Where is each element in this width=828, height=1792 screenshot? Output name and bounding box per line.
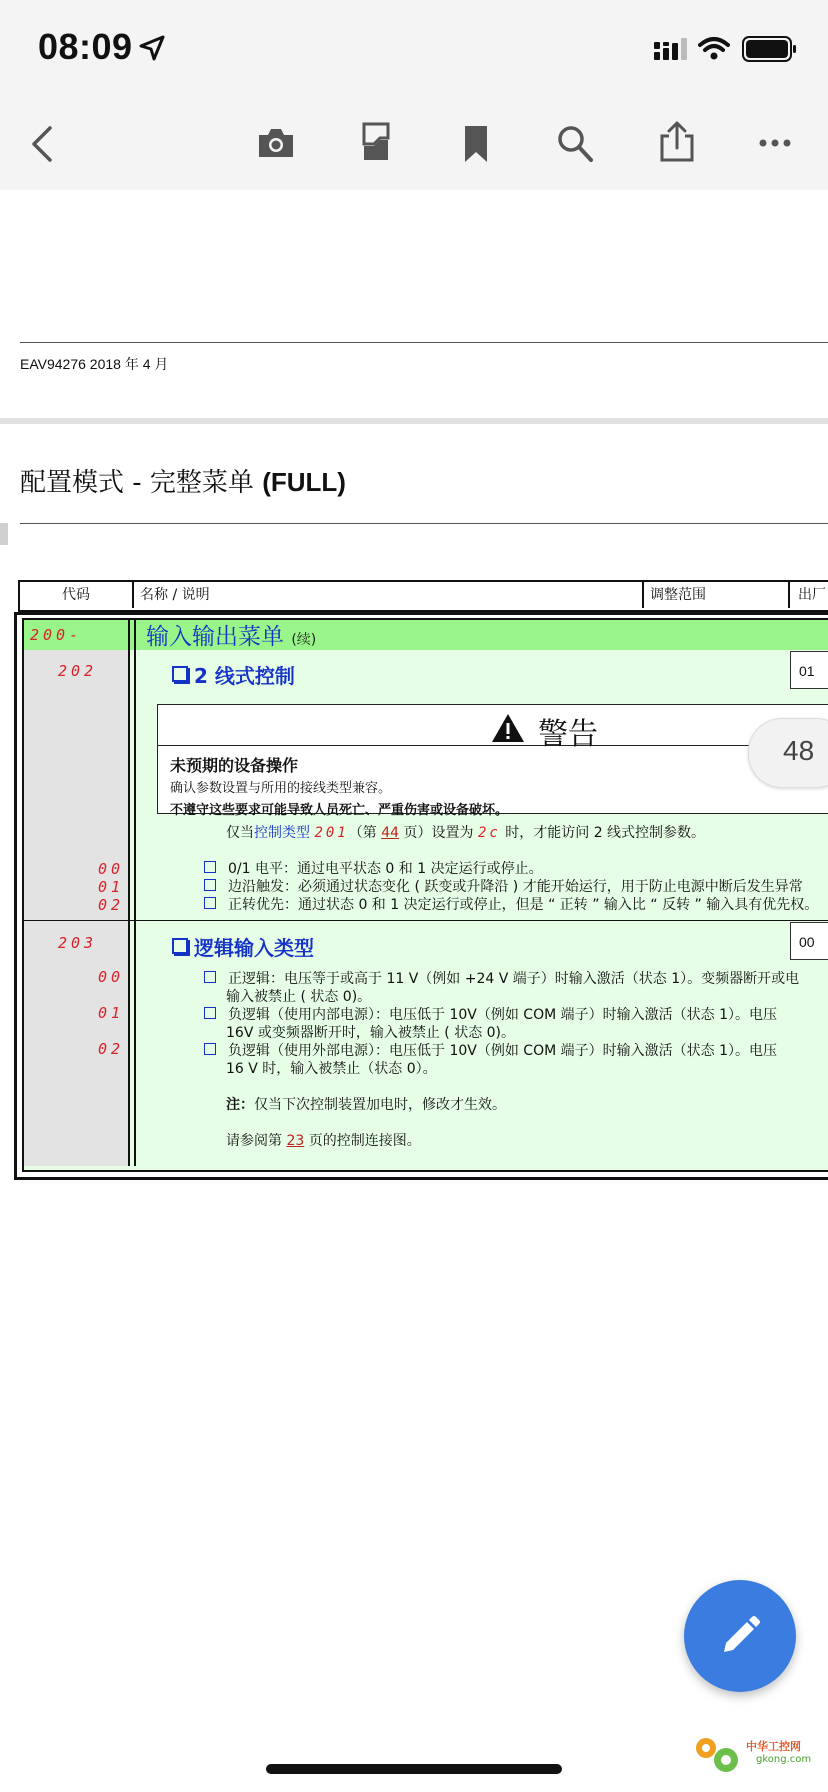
option-text: 正转优先：通过状态 0 和 1 决定运行或停止，但是 “ 正转 ” 输入比 “ 反转 ” 输入具有优先权。: [228, 897, 819, 913]
param-title: [172, 660, 295, 689]
warning-triangle-icon: [491, 713, 525, 743]
option-box-icon: [204, 1043, 216, 1055]
divider: [788, 582, 790, 608]
warning-line: 不遵守这些要求可能导致人员死亡、严重伤害或设备破坏。: [170, 803, 509, 818]
option-text-cont: 16 V 时，输入被禁止（状态 0）。: [226, 1061, 437, 1077]
more-icon[interactable]: [758, 138, 792, 148]
warning-line: 未预期的设备操作: [170, 756, 299, 775]
page-number-badge[interactable]: [748, 718, 828, 788]
option-item: [204, 1004, 777, 1024]
option-item: [204, 894, 818, 914]
note-code: 2c: [477, 825, 501, 841]
param-title-text: 逻辑输入类型: [194, 936, 314, 960]
option-item: [204, 1040, 777, 1060]
option-text-cont: 16V 或变频器断开时，输入被禁止 ( 状态 0)。: [226, 1025, 516, 1041]
note-text: （第: [348, 825, 382, 841]
option-box-icon: [204, 861, 216, 873]
wifi-icon: [698, 36, 730, 60]
param-title-text: 2 线式控制: [194, 664, 295, 688]
menu-title-cont: (续): [291, 632, 317, 648]
option-box-icon: [204, 879, 216, 891]
option-box-icon: [204, 1007, 216, 1019]
param-note: [226, 822, 705, 842]
note-code: 201: [314, 825, 349, 841]
factory-value: 01: [790, 651, 828, 689]
option-item: [204, 876, 803, 896]
checkbox-icon: [172, 666, 188, 682]
note-label: 注：: [226, 1097, 254, 1113]
watermark-gear-icon: [690, 1730, 750, 1776]
option-code: 00: [98, 860, 125, 878]
header-range: 调整范围: [650, 587, 706, 603]
factory-value: 00: [790, 922, 828, 960]
section-title-prefix: 配置模式 - 完整菜单: [20, 468, 254, 498]
row-divider: [24, 920, 828, 921]
option-text-cont: 输入被禁止 ( 状态 0)。: [226, 989, 372, 1005]
toolbar: [0, 92, 828, 191]
checkbox-icon: [172, 938, 188, 954]
divider: [20, 523, 828, 524]
page-link[interactable]: 44: [381, 825, 400, 841]
page-gap: [0, 418, 828, 424]
option-box-icon: [204, 971, 216, 983]
edit-fab-button[interactable]: [684, 1580, 796, 1692]
divider: [128, 620, 130, 1166]
option-code: 01: [98, 878, 125, 896]
option-item: [204, 858, 543, 878]
header-name: 名称 / 说明: [140, 587, 210, 603]
option-item: [204, 968, 799, 988]
option-code: 02: [98, 1040, 125, 1058]
section-title: [20, 462, 346, 499]
param-code: 202: [58, 662, 98, 680]
warning-box: [157, 704, 828, 818]
header-factory: 出厂: [798, 587, 826, 603]
param-note: [226, 1094, 506, 1114]
option-code: 00: [98, 968, 125, 986]
home-indicator[interactable]: [266, 1764, 562, 1774]
menu-code: 200-: [30, 626, 83, 644]
divider: [20, 342, 828, 343]
divider: [642, 582, 644, 608]
ref-text: 页的控制连接图。: [304, 1133, 421, 1149]
ref-text: 请参阅第: [226, 1133, 287, 1149]
option-text: 负逻辑（使用外部电源）：电压低于 10V（例如 COM 端子）时输入激活（状态 1）。电压: [228, 1043, 777, 1059]
warning-title: 警告: [538, 717, 598, 752]
option-text: 负逻辑（使用内部电源）：电压低于 10V（例如 COM 端子）时输入激活（状态 1）。电压: [228, 1007, 777, 1023]
option-text: 边沿触发：必须通过状态变化 ( 跃变或升降沿 ) 才能开始运行，用于防止电源中断后发生异常: [228, 879, 803, 895]
location-arrow-icon: [138, 34, 166, 62]
note-text: 页）设置为: [399, 825, 478, 841]
note-link[interactable]: 控制类型: [254, 825, 310, 841]
divider: [134, 620, 136, 1166]
note-text: 仅当下次控制装置加电时，修改才生效。: [254, 1097, 506, 1113]
document-id: EAV94276 2018 年 4 月: [20, 356, 169, 372]
param-code: 203: [58, 934, 98, 952]
divider: [132, 582, 134, 608]
option-box-icon: [204, 897, 216, 909]
crop-page-icon[interactable]: [360, 122, 392, 162]
menu-band: [24, 620, 828, 650]
warning-line: 确认参数设置与所用的接线类型兼容。: [170, 781, 392, 796]
share-icon[interactable]: [658, 120, 696, 162]
header-code: 代码: [62, 587, 90, 603]
cellular-signal-icon: [654, 38, 690, 62]
note-text: 时，才能访问 2 线式控制参数。: [500, 825, 706, 841]
page-number: 48: [783, 735, 815, 766]
page-link[interactable]: 23: [286, 1133, 305, 1149]
menu-title: [146, 618, 316, 651]
bookmark-icon[interactable]: [462, 124, 490, 164]
search-icon[interactable]: [556, 124, 594, 164]
param-title: [172, 932, 314, 961]
option-text: 正逻辑：电压等于或高于 11 V（例如 +24 V 端子）时输入激活（状态 1）。变频器断开或电: [228, 971, 800, 987]
watermark-url: gkong.com: [756, 1754, 812, 1765]
back-icon[interactable]: [30, 124, 54, 164]
watermark-title: 中华工控网: [746, 1740, 801, 1753]
page-edge-marker: [0, 523, 8, 545]
option-code: 02: [98, 896, 125, 914]
option-code: 01: [98, 1004, 125, 1022]
pencil-icon: [716, 1612, 764, 1660]
section-title-suffix: (FULL): [262, 467, 346, 497]
menu-title-text: 输入输出菜单: [146, 624, 284, 650]
camera-icon[interactable]: [256, 126, 296, 160]
option-text: 0/1 电平：通过电平状态 0 和 1 决定运行或停止。: [228, 861, 543, 877]
battery-icon: [742, 36, 798, 62]
status-time: 08:09: [38, 26, 133, 67]
note-text: 仅当: [226, 825, 254, 841]
param-reference: [226, 1130, 421, 1150]
